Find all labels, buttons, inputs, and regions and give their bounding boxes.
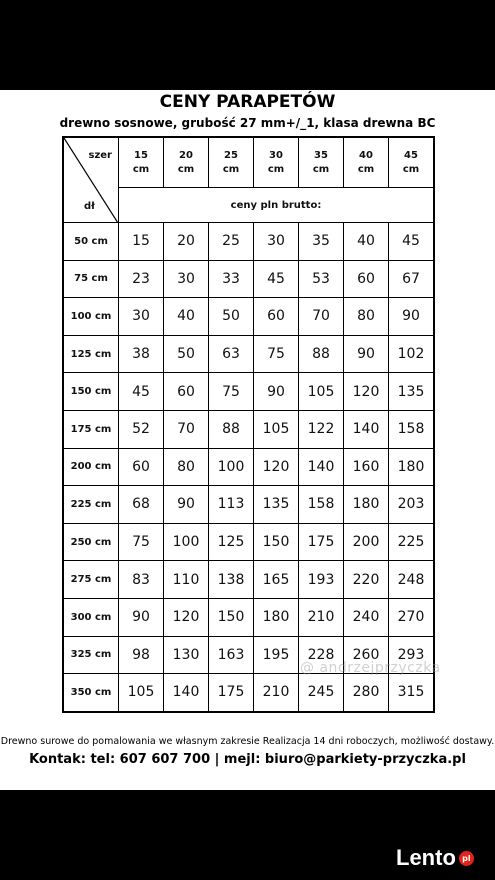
price-cell: 60 (119, 448, 164, 486)
price-cell: 120 (164, 598, 209, 636)
logo-badge: pl (459, 851, 474, 866)
length-label: 275 cm (63, 561, 119, 599)
length-label: 150 cm (63, 373, 119, 411)
contact-info: Kontak: tel: 607 607 700 | mejl: biuro@parkiety-przyczka.pl (29, 752, 466, 767)
price-cell: 80 (164, 448, 209, 486)
price-cell: 125 (209, 523, 254, 561)
price-cell: 270 (389, 598, 435, 636)
price-cell: 293 (389, 636, 435, 674)
price-cell: 38 (119, 335, 164, 373)
price-cell: 225 (389, 523, 435, 561)
length-label: 75 cm (63, 260, 119, 298)
price-cell: 68 (119, 486, 164, 524)
width-value: 35 (314, 149, 328, 161)
table-row (63, 335, 434, 373)
price-cell: 40 (344, 223, 389, 261)
price-cell: 90 (254, 373, 299, 411)
price-cell: 158 (299, 486, 344, 524)
logo-text: Lento (396, 845, 456, 870)
price-cell: 20 (164, 223, 209, 261)
price-cell: 195 (254, 636, 299, 674)
price-cell: 90 (119, 598, 164, 636)
price-cell: 33 (209, 260, 254, 298)
price-cell: 102 (389, 335, 435, 373)
price-cell: 180 (254, 598, 299, 636)
price-cell: 113 (209, 486, 254, 524)
price-cell: 30 (119, 298, 164, 336)
width-unit: cm (357, 163, 375, 175)
table-row (63, 410, 434, 448)
corner-width-label: szer (88, 150, 112, 161)
width-header-6 (389, 137, 435, 188)
price-cell: 120 (254, 448, 299, 486)
width-value: 45 (404, 149, 418, 161)
table-row (63, 373, 434, 411)
length-label: 175 cm (63, 410, 119, 448)
price-cell: 163 (209, 636, 254, 674)
price-cell: 67 (389, 260, 435, 298)
price-cell: 122 (299, 410, 344, 448)
price-cell: 315 (389, 674, 435, 712)
width-header-3 (254, 137, 299, 188)
width-unit: cm (312, 163, 330, 175)
page-subtitle: drewno sosnowe, grubość 27 mm+/_1, klasa drewna BC (59, 116, 436, 130)
price-cell: 240 (344, 598, 389, 636)
width-value: 30 (269, 149, 283, 161)
price-cell: 80 (344, 298, 389, 336)
price-cell: 52 (119, 410, 164, 448)
price-table (62, 136, 435, 713)
price-list-document (0, 90, 495, 790)
width-value: 40 (359, 149, 373, 161)
page-title: CENY PARAPETÓW (159, 92, 336, 112)
price-cell: 140 (344, 410, 389, 448)
price-cell: 135 (389, 373, 435, 411)
price-cell: 25 (209, 223, 254, 261)
price-cell: 203 (389, 486, 435, 524)
width-unit: cm (132, 163, 150, 175)
price-cell: 210 (254, 674, 299, 712)
table-row (63, 260, 434, 298)
length-label: 325 cm (63, 636, 119, 674)
width-unit: cm (402, 163, 420, 175)
table-row (63, 598, 434, 636)
length-label: 350 cm (63, 674, 119, 712)
corner-cell (63, 137, 119, 223)
price-cell: 35 (299, 223, 344, 261)
price-cell: 160 (344, 448, 389, 486)
width-value: 25 (224, 149, 238, 161)
price-cell: 88 (299, 335, 344, 373)
price-cell: 100 (164, 523, 209, 561)
price-cell: 30 (254, 223, 299, 261)
price-cell: 140 (299, 448, 344, 486)
price-cell: 70 (299, 298, 344, 336)
price-cell: 140 (164, 674, 209, 712)
price-cell: 130 (164, 636, 209, 674)
price-cell: 60 (344, 260, 389, 298)
price-cell: 50 (209, 298, 254, 336)
table-row (63, 674, 434, 712)
footnote: Drewno surowe do pomalowania we własnym zakresie Realizacja 14 dni roboczych, możliwość dostawy. (0, 736, 495, 747)
length-label: 250 cm (63, 523, 119, 561)
price-cell: 150 (254, 523, 299, 561)
price-cell: 193 (299, 561, 344, 599)
length-label: 50 cm (63, 223, 119, 261)
price-unit-header: ceny pln brutto: (119, 188, 435, 223)
width-header-1 (164, 137, 209, 188)
price-cell: 110 (164, 561, 209, 599)
length-label: 125 cm (63, 335, 119, 373)
price-cell: 100 (209, 448, 254, 486)
corner-length-label: dł (84, 201, 95, 212)
price-cell: 15 (119, 223, 164, 261)
price-cell: 75 (119, 523, 164, 561)
price-cell: 98 (119, 636, 164, 674)
price-cell: 75 (254, 335, 299, 373)
price-cell: 75 (209, 373, 254, 411)
price-cell: 245 (299, 674, 344, 712)
width-unit: cm (222, 163, 240, 175)
width-value: 20 (179, 149, 193, 161)
top-black-bar (0, 0, 495, 90)
price-cell: 40 (164, 298, 209, 336)
price-cell: 30 (164, 260, 209, 298)
table-row (63, 223, 434, 261)
price-cell: 158 (389, 410, 435, 448)
table-row (63, 298, 434, 336)
price-cell: 105 (254, 410, 299, 448)
price-cell: 138 (209, 561, 254, 599)
price-cell: 60 (164, 373, 209, 411)
table-row (63, 523, 434, 561)
width-header-4 (299, 137, 344, 188)
price-cell: 175 (209, 674, 254, 712)
price-cell: 90 (164, 486, 209, 524)
table-row (63, 561, 434, 599)
length-label: 225 cm (63, 486, 119, 524)
unit-row (63, 188, 434, 223)
price-cell: 200 (344, 523, 389, 561)
price-cell: 45 (389, 223, 435, 261)
price-cell: 210 (299, 598, 344, 636)
price-cell: 45 (119, 373, 164, 411)
table-row (63, 448, 434, 486)
header-row (63, 137, 434, 188)
width-header-5 (344, 137, 389, 188)
price-cell: 105 (299, 373, 344, 411)
price-cell: 23 (119, 260, 164, 298)
price-cell: 60 (254, 298, 299, 336)
price-cell: 105 (119, 674, 164, 712)
price-cell: 63 (209, 335, 254, 373)
table-row (63, 486, 434, 524)
price-cell: 180 (344, 486, 389, 524)
lento-logo (396, 845, 474, 871)
width-header-0 (119, 137, 164, 188)
price-cell: 70 (164, 410, 209, 448)
price-cell: 165 (254, 561, 299, 599)
price-cell: 220 (344, 561, 389, 599)
width-unit: cm (177, 163, 195, 175)
price-cell: 50 (164, 335, 209, 373)
price-cell: 280 (344, 674, 389, 712)
price-cell: 45 (254, 260, 299, 298)
width-value: 15 (134, 149, 148, 161)
price-cell: 90 (389, 298, 435, 336)
length-label: 200 cm (63, 448, 119, 486)
price-cell: 150 (209, 598, 254, 636)
price-cell: 260 (344, 636, 389, 674)
price-cell: 175 (299, 523, 344, 561)
price-cell: 83 (119, 561, 164, 599)
price-cell: 88 (209, 410, 254, 448)
watermark: @ andrzejprzyczka (300, 660, 441, 676)
price-cell: 228 (299, 636, 344, 674)
price-cell: 53 (299, 260, 344, 298)
price-cell: 120 (344, 373, 389, 411)
price-cell: 135 (254, 486, 299, 524)
width-unit: cm (267, 163, 285, 175)
length-label: 100 cm (63, 298, 119, 336)
price-cell: 248 (389, 561, 435, 599)
price-cell: 90 (344, 335, 389, 373)
price-cell: 180 (389, 448, 435, 486)
length-label: 300 cm (63, 598, 119, 636)
width-header-2 (209, 137, 254, 188)
